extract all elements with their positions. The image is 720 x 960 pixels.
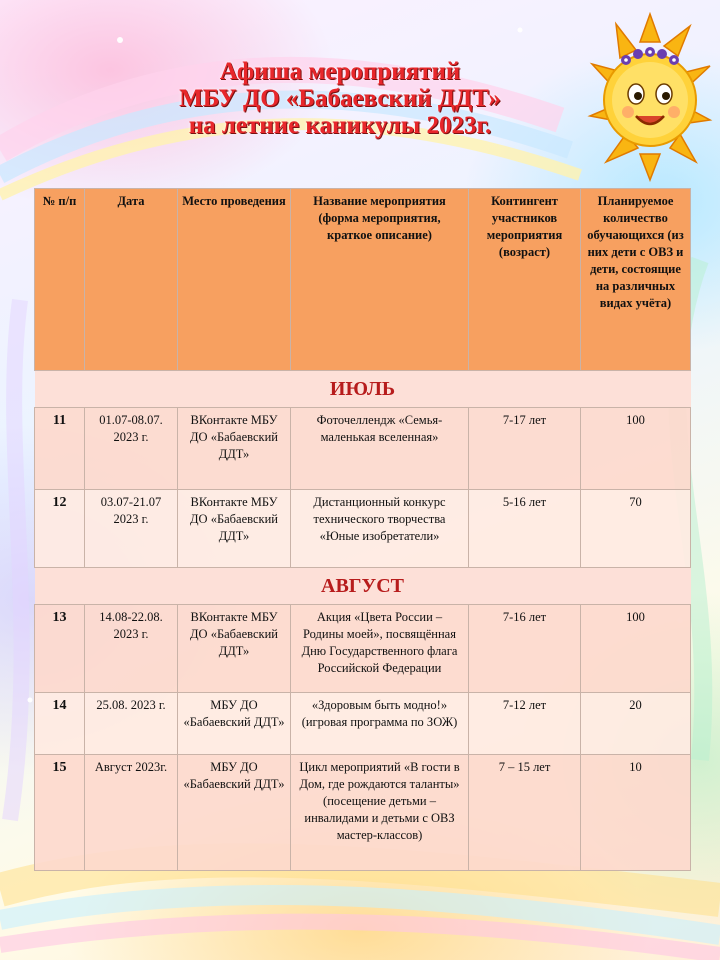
events-table [34, 188, 691, 871]
row-age: 7 – 15 лет [469, 755, 581, 871]
title-line-2: МБУ ДО «Бабаевский ДДТ» [179, 85, 501, 112]
row-number: 12 [35, 490, 85, 568]
row-place: ВКонтакте МБУ ДО «Бабаевский ДДТ» [178, 490, 291, 568]
column-header-participants: Контингент участников мероприятия (возраст) [469, 189, 581, 371]
row-number: 14 [35, 693, 85, 755]
row-number: 13 [35, 605, 85, 693]
month-label: АВГУСТ [35, 568, 691, 605]
row-count: 70 [581, 490, 691, 568]
row-count: 20 [581, 693, 691, 755]
row-place: МБУ ДО «Бабаевский ДДТ» [178, 755, 291, 871]
row-count: 100 [581, 605, 691, 693]
table-row [35, 693, 691, 755]
row-count: 100 [581, 408, 691, 490]
month-label: ИЮЛЬ [35, 371, 691, 408]
column-header-event-name: Название мероприятия (форма мероприятия, краткое описание) [291, 189, 469, 371]
title-line-3: на летние каникулы 2023г. [188, 112, 492, 139]
row-date: 03.07-21.07 2023 г. [85, 490, 178, 568]
month-row-july [35, 371, 691, 408]
row-event-name: Акция «Цвета России – Родины моей», посвящённая Дню Государственного флага Российской Федерации [291, 605, 469, 693]
row-number: 11 [35, 408, 85, 490]
row-place: ВКонтакте МБУ ДО «Бабаевский ДДТ» [178, 605, 291, 693]
column-header-planned-count: Планируемое количество обучающихся (из них дети с ОВЗ и дети, состоящие на различных видах учёта) [581, 189, 691, 371]
row-age: 7-17 лет [469, 408, 581, 490]
row-number: 15 [35, 755, 85, 871]
page-title [110, 58, 570, 139]
row-place: МБУ ДО «Бабаевский ДДТ» [178, 693, 291, 755]
row-date: Август 2023г. [85, 755, 178, 871]
row-date: 25.08. 2023 г. [85, 693, 178, 755]
row-age: 7-12 лет [469, 693, 581, 755]
column-header-date: Дата [85, 189, 178, 371]
table-header-row [35, 189, 691, 371]
row-event-name: «Здоровым быть модно!» (игровая программа по ЗОЖ) [291, 693, 469, 755]
row-age: 7-16 лет [469, 605, 581, 693]
row-event-name: Цикл мероприятий «В гости в Дом, где рождаются таланты» (посещение детьми – инвалидами и детьми с ОВЗ мастер-классов) [291, 755, 469, 871]
row-date: 14.08-22.08. 2023 г. [85, 605, 178, 693]
row-place: ВКонтакте МБУ ДО «Бабаевский ДДТ» [178, 408, 291, 490]
column-header-place: Место проведения [178, 189, 291, 371]
row-date: 01.07-08.07. 2023 г. [85, 408, 178, 490]
row-event-name: Дистанционный конкурс технического творчества «Юные изобретатели» [291, 490, 469, 568]
table-row [35, 605, 691, 693]
column-header-number: № п/п [35, 189, 85, 371]
row-count: 10 [581, 755, 691, 871]
table-row [35, 490, 691, 568]
title-line-1: Афиша мероприятий [219, 58, 461, 85]
table-row [35, 755, 691, 871]
row-age: 5-16 лет [469, 490, 581, 568]
sun-mascot-icon [586, 12, 714, 182]
row-event-name: Фоточеллендж «Семья-маленькая вселенная» [291, 408, 469, 490]
month-row-august [35, 568, 691, 605]
table-row [35, 408, 691, 490]
